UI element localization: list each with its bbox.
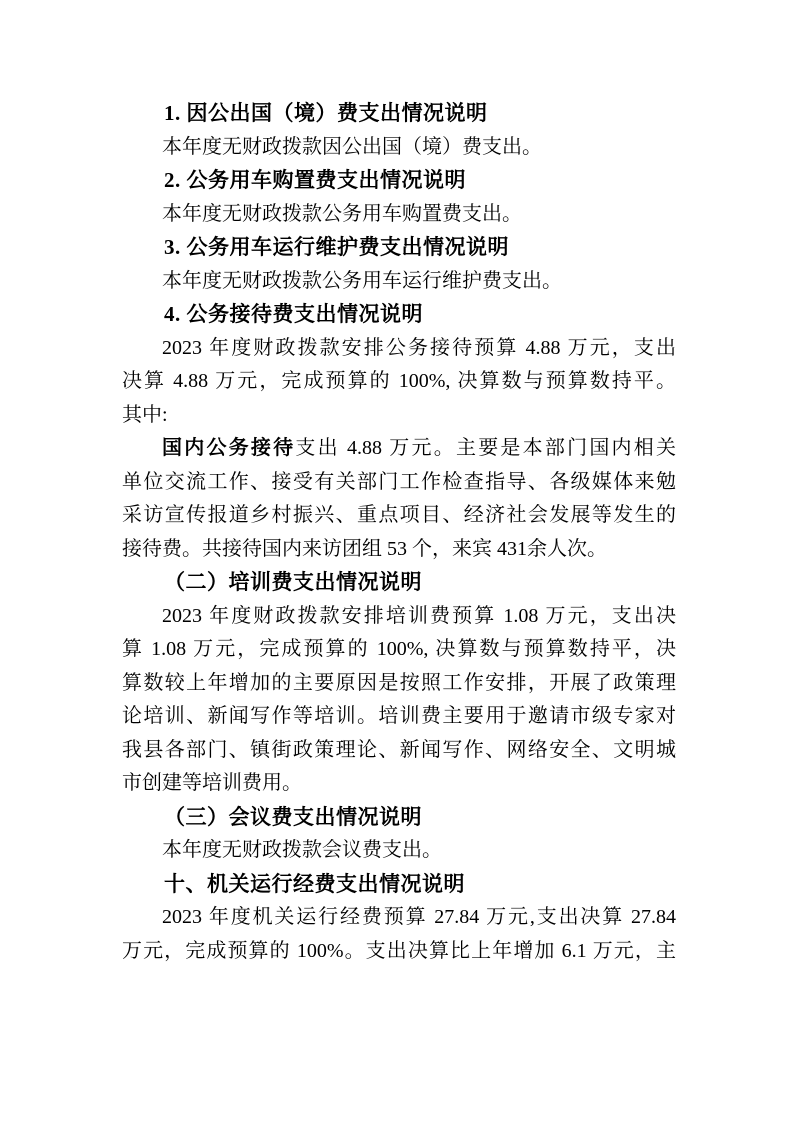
text-run: 本年度无财政拨款公务用车购置费支出。 xyxy=(162,202,522,225)
paragraph-line xyxy=(122,767,676,801)
paragraph-line xyxy=(122,834,676,868)
text-run: 决算 4.88 万元，完成预算的 100%, 决算数与预算数持平。 xyxy=(122,370,676,392)
text-run: 2023 年度机关运行经费预算 27.84 万元,支出决算 27.84 xyxy=(162,906,676,928)
section-heading xyxy=(122,97,676,131)
bold-text-run: （三）会议费支出情况说明 xyxy=(164,804,422,829)
section-heading xyxy=(122,298,676,332)
text-run: 市创建等培训费用。 xyxy=(122,772,302,794)
bold-text-run: 国内公务接待 xyxy=(162,437,296,459)
paragraph-line xyxy=(122,633,676,667)
paragraph-line xyxy=(122,499,676,533)
text-run: 采访宣传报道乡村振兴、重点项目、经济社会发展等发生的 xyxy=(122,504,676,526)
paragraph-line xyxy=(122,432,676,466)
paragraph-line xyxy=(122,901,676,935)
section-heading xyxy=(122,164,676,198)
bold-text-run: 1. 因公出国（境）费支出情况说明 xyxy=(164,101,488,125)
text-run: 其中: xyxy=(122,403,168,426)
text-run: 万元，完成预算的 100%。支出决算比上年增加 6.1 万元，主 xyxy=(122,939,676,962)
text-run: 2023 年度财政拨款安排培训费预算 1.08 万元，支出决 xyxy=(162,604,676,627)
paragraph-line xyxy=(122,533,676,567)
text-run: 算 1.08 万元，完成预算的 100%, 决算数与预算数持平，决 xyxy=(122,638,676,660)
text-run: 我县各部门、镇街政策理论、新闻写作、网络安全、文明城 xyxy=(122,738,676,761)
text-run: 本年度无财政拨款会议费支出。 xyxy=(162,839,442,861)
section-heading xyxy=(122,868,676,902)
paragraph-line xyxy=(122,332,676,366)
text-run: 单位交流工作、接受有关部门工作检查指导、各级媒体来勉 xyxy=(122,470,676,493)
text-run: 接待费。共接待国内来访团组 53 个，来宾 431余人次。 xyxy=(122,537,607,560)
paragraph-line xyxy=(122,399,676,433)
bold-text-run: （二）培训费支出情况说明 xyxy=(164,570,422,594)
paragraph-line xyxy=(122,265,676,299)
paragraph-line xyxy=(122,734,676,768)
section-heading xyxy=(122,231,676,265)
text-run: 论培训、新闻写作等培训。培训费主要用于邀请市级专家对 xyxy=(122,705,676,727)
paragraph-line xyxy=(122,935,676,969)
paragraph-line xyxy=(122,198,676,232)
bold-text-run: 2. 公务用车购置费支出情况说明 xyxy=(164,168,466,192)
section-heading xyxy=(122,801,676,835)
paragraph-line xyxy=(122,131,676,165)
paragraph-line xyxy=(122,700,676,734)
bold-text-run: 十、机关运行经费支出情况说明 xyxy=(164,872,465,896)
text-run: 本年度无财政拨款公务用车运行维护费支出。 xyxy=(162,269,562,292)
text-run: 本年度无财政拨款因公出国（境）费支出。 xyxy=(162,135,542,158)
text-run: 支出 4.88 万元。主要是本部门国内相关 xyxy=(295,437,676,459)
paragraph-line xyxy=(122,365,676,399)
text-run: 算数较上年增加的主要原因是按照工作安排，开展了政策理 xyxy=(122,671,676,694)
text-run: 2023 年度财政拨款安排公务接待预算 4.88 万元，支出 xyxy=(162,336,676,359)
paragraph-line xyxy=(122,667,676,701)
paragraph-line xyxy=(122,466,676,500)
section-heading xyxy=(122,566,676,600)
paragraph-line xyxy=(122,600,676,634)
bold-text-run: 4. 公务接待费支出情况说明 xyxy=(164,302,423,326)
bold-text-run: 3. 公务用车运行维护费支出情况说明 xyxy=(164,235,509,259)
document-content xyxy=(122,97,676,968)
